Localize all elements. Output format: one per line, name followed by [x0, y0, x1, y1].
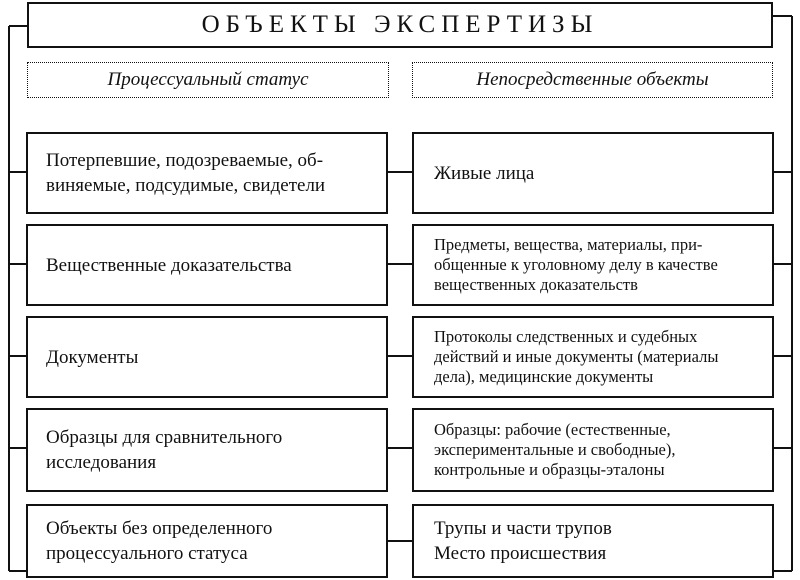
left-box-text: Образцы для сравнительного исследования [46, 427, 283, 473]
left-box-text: Объекты без определенного процессуального статуса [46, 518, 273, 564]
left-box-text: Вещественные доказательства [46, 254, 292, 276]
left-box-1 [26, 132, 388, 214]
left-box-3 [26, 316, 388, 398]
header-direct-objects [412, 62, 773, 98]
right-box-1 [412, 132, 774, 214]
left-box-text: Потерпевшие, подозреваемые, об- виняемые, подсудимые, свидетели [46, 150, 326, 196]
header-right-label: Непосредственные объекты [476, 69, 709, 90]
right-box-text: Живые лица [434, 162, 535, 184]
right-box-2 [412, 224, 774, 306]
header-procedural-status [27, 62, 389, 98]
right-box-5 [412, 504, 774, 578]
right-box-text: Образцы: рабочие (естественные, экспериментальные и свободные), контрольные и образцы-эталоны [434, 420, 676, 479]
diagram-title-box [27, 2, 773, 48]
right-box-text: Протоколы следственных и судебных действий и иные документы (материалы дела), медицинские документы [434, 327, 719, 386]
header-left-label: Процессуальный статус [107, 69, 309, 90]
right-box-text: Предметы, вещества, материалы, при- общенные к уголовному делу в качестве вещественных доказательств [434, 235, 718, 294]
left-box-5 [26, 504, 388, 578]
diagram-title: ОБЪЕКТЫ ЭКСПЕРТИЗЫ [201, 11, 599, 38]
left-box-4 [26, 408, 388, 492]
left-box-2 [26, 224, 388, 306]
right-box-text: Трупы и части трупов Место происшествия [434, 518, 612, 564]
right-box-3 [412, 316, 774, 398]
right-box-4 [412, 408, 774, 492]
left-box-text: Документы [46, 346, 139, 368]
